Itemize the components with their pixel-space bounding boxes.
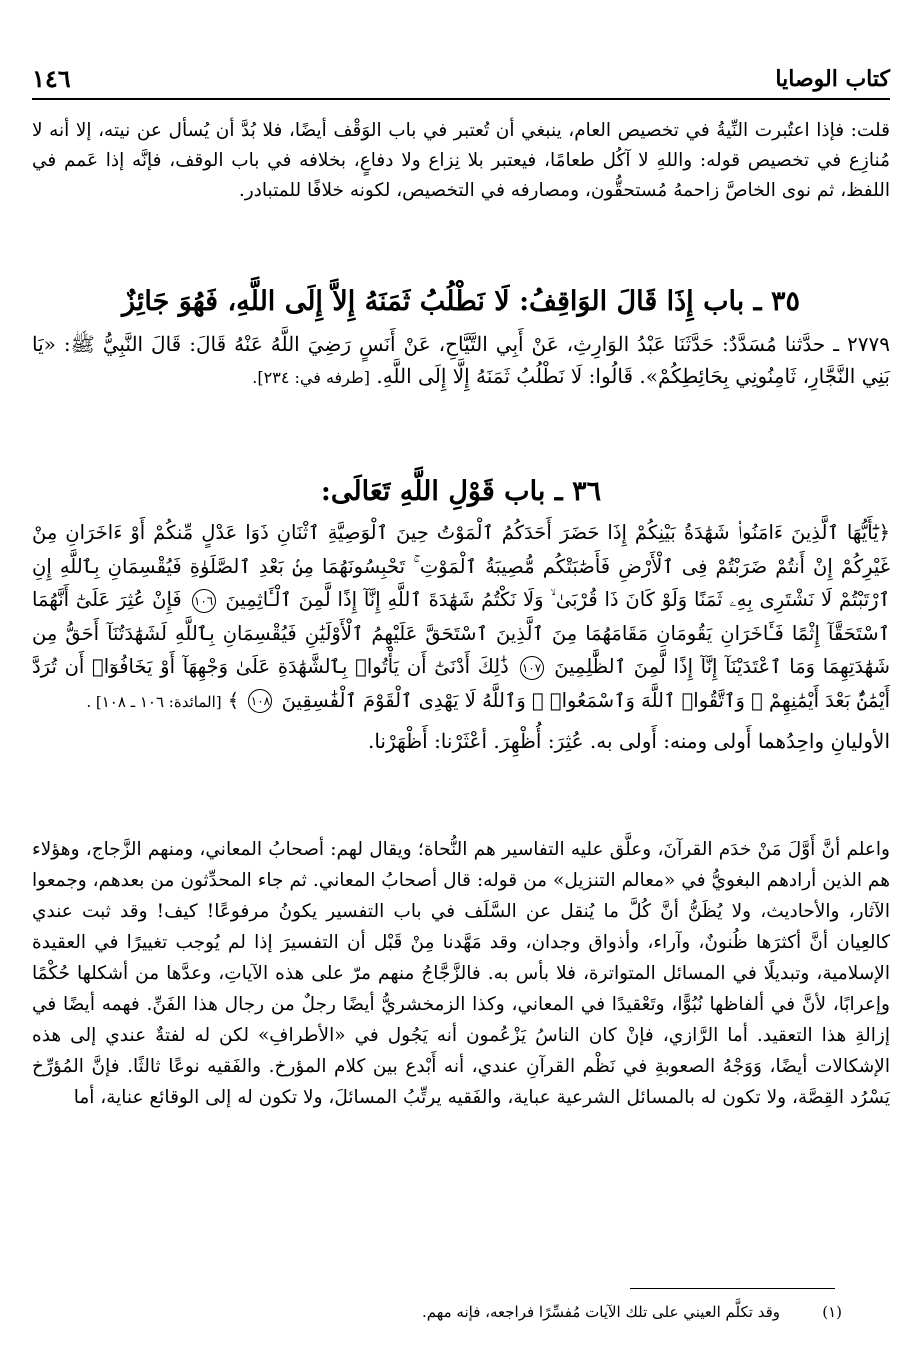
commentary-section <box>32 834 890 1113</box>
quran-citation: [المائدة: ١٠٦ ـ ١٠٨] . <box>86 692 222 711</box>
quran-passage <box>32 516 890 719</box>
word-gloss: الأوليانِ واحِدُهما أَولى ومنه: أَولى به. عُثِرَ: أُظْهِرَ. أعْثَرْنا: أَظْهَرْنا. <box>367 729 890 753</box>
intro-paragraph: قلت: فإذا اعتُبرت النِّيةُ في تخصيص العام، ينبغي أن تُعتبر في باب الوَقْف أيضًا، فلا بُدَّ أن يُسأل عن نيته، إلا أنه لا مُنازِع في تخصيص قوله: واللهِ لا آكُل طعامًا، فيعتبر بلا نِزاع ولا دفاعٍ، بخلافه في باب الوقف، فإنَّه إذا عَمم في اللفظ، ثم نوى الخاصَّ زاحمهُ مُستحقُّون، ومصارفه في التخصيص، لكونه خلافًا للمتبادر. <box>32 120 890 201</box>
ayah-number-marker: ١٠٨ <box>248 689 272 713</box>
quran-verse: ﴿يَٰٓأَيُّهَا ٱلَّذِينَ ءَامَنُوا۟ شَهَٰدَةُ بَيْنِكُمْ إِذَا حَضَرَ أَحَدَكُمُ ٱلْمَوْتُ حِينَ ٱلْوَصِيَّةِ ٱثْنَانِ ذَوَا عَدْلٍ مِّنكُمْ أَوْ ءَاخَرَانِ مِنْ غَيْرِكُمْ إِنْ أَنتُمْ ضَرَبْتُمْ فِى ٱلْأَرْضِ فَأَصَٰبَتْكُم مُّصِيبَةُ ٱلْمَوْتِ ۚ تَحْبِسُونَهُمَا مِنۢ بَعْدِ ٱلصَّلَوٰةِ فَيُقْسِمَانِ بِٱللَّهِ إِنِ ٱرْتَبْتُمْ لَا نَشْتَرِى بِهِۦ ثَمَنًا وَلَوْ كَانَ ذَا قُرْبَىٰ ۙ وَلَا نَكْتُمُ شَهَٰدَةَ ٱللَّهِ إِنَّآ إِذًا لَّمِنَ ٱلْـَٔاثِمِينَ <box>32 521 890 611</box>
quran-closing-bracket: ﴾ <box>227 688 240 712</box>
chapter-35 <box>32 282 890 394</box>
chapter-36-heading: ٣٦ ـ باب قَوْلِ اللَّهِ تَعَالَى: <box>320 476 602 507</box>
hadith-text: ٢٧٧٩ ـ حدَّثنا مُسَدَّدٌ: حَدَّثَنَا عَبْدُ الوَارِثِ، عَنْ أَبِي التَّيَّاحِ، عَنْ أَنَسٍ رَضِيَ اللَّهُ عَنْهُ قَالَ: قَالَ النَّبِيُّ ﷺ: «يَا بَنِي النَّجَّارِ، ثَامِنُونِي بِحَائِطِكُمْ». قَالُوا: لَا نَطْلُبُ ثَمَنَهُ إِلَّا إِلَى اللَّهِ. <box>32 332 890 388</box>
quran-verse: فَإِنْ عُثِرَ عَلَىٰٓ أَنَّهُمَا ٱسْتَحَقَّآ إِثْمًا فَـَٔاخَرَانِ يَقُومَانِ مَقَامَهُمَا مِنَ ٱلَّذِينَ ٱسْتَحَقَّ عَلَيْهِمُ ٱلْأَوْلَيَٰنِ فَيُقْسِمَانِ بِٱللَّهِ لَشَهَٰدَتُنَآ أَحَقُّ مِن شَهَٰدَتِهِمَا وَمَا ٱعْتَدَيْنَآ إِنَّآ إِذًا لَّمِنَ ٱلظَّٰلِمِينَ <box>32 588 890 678</box>
quran-verse: ذَٰلِكَ أَدْنَىٰٓ أَن يَأْتُوا۟ بِٱلشَّهَٰدَةِ عَلَىٰ وَجْهِهَآ أَوْ يَخَافُوٓا۟ أَن تُرَدَّ أَيْمَٰنٌۢ بَعْدَ أَيْمَٰنِهِمْ ۗ وَٱتَّقُوا۟ ٱللَّهَ وَٱسْمَعُوا۟ ۗ وَٱللَّهُ لَا يَهْدِى ٱلْقَوْمَ ٱلْفَٰسِقِينَ <box>32 655 890 712</box>
ayah-number-marker: ١٠٧ <box>520 656 544 680</box>
footnote-number: (١) <box>822 1303 842 1321</box>
hadith-reference: [طرفه في: ٢٣٤]. <box>252 368 370 387</box>
chapter-35-heading: ٣٥ ـ باب إِذَا قَالَ الوَاقِفُ: لَا نَطْلُبُ ثَمَنَهُ إِلاَّ إِلَى اللَّهِ، فَهُوَ جَائِزٌ <box>122 286 800 317</box>
ayah-number-marker: ١٠٦ <box>192 589 216 613</box>
hadith-2779 <box>32 328 890 394</box>
commentary-paragraph: واعلم أنَّ أَوَّلَ مَنْ خدَم القرآنَ، وعلَّق عليه التفاسير هم النُّحاة؛ ويقال لهم: أصحابُ المعاني، ومنهم الزَّجاج، وهؤلاء هم الذين أرادهم البغويُّ في «معالم التنزيل» من قوله: قال أصحابُ المعاني. ثم جاء المحدِّثون من بعدهم، وجمعوا الآثار، والأحاديث، ولا يُظَنُّ أنَّ كُلَّ ما يُنقل عن السَّلَف في باب التفسير يكونُ مرفوعًا! كيف! وقد ثبت عندي كالعِيان أنَّ أكثرَها ظُنونٌ، وآراء، وأذواق وجدان، وقد مَهَّدنا مِنْ قَبْل أن التفسيرَ إذا لم يُوجب تغييرًا في العقيدة الإسلامية، وتبديلًا في المسائل المتواترة، فلا بأس به. فالزَّجَّاجُ منهم مرّ على هذه الآياتِ، وعدَّها من أشكلها حُكْمًا وإعرابًا، لأنَّ في ألفاظها نُبُوًّا، وتَعْقيدًا في المعاني، وكذا الزمخشريُّ أيضًا رجلٌ من رجال هذا الفَنِّ. فهمه أيضًا في إزالةِ هذا التعقيد. أما الرَّازي، فإنْ كان الناسُ يَزْعُمون أنه يَجُول في «الأطرافِ» لكن له لفتةٌ عندي إلى هذه الإشكالات أيضًا، وَوَجْهُ الصعوبةِ في نَظْم القرآنِ عندي، أنه أَبْدع بين كلام المؤرخ. والفَقيه نوعًا ثالثًا. فإنَّ المُؤرِّخ يَسْرُد القِصَّة، ولا تكون له بالمسائل الشرعية عباية، والفَقيه يرتِّبُ المسائلَ، ولا تكون له إلى الوقائع عناية، أما <box>32 839 890 1108</box>
page-number: ١٤٦ <box>32 64 71 93</box>
footnote-text: وقد تكلَّم العيني على تلك الآيات مُفسِّرًا فراجعه، فإنه مهم. <box>421 1303 780 1321</box>
intro-section <box>32 116 890 206</box>
running-header <box>32 62 890 100</box>
book-title: كتاب الوصايا <box>775 66 890 92</box>
chapter-36 <box>32 472 890 757</box>
footnote-divider <box>630 1288 835 1289</box>
